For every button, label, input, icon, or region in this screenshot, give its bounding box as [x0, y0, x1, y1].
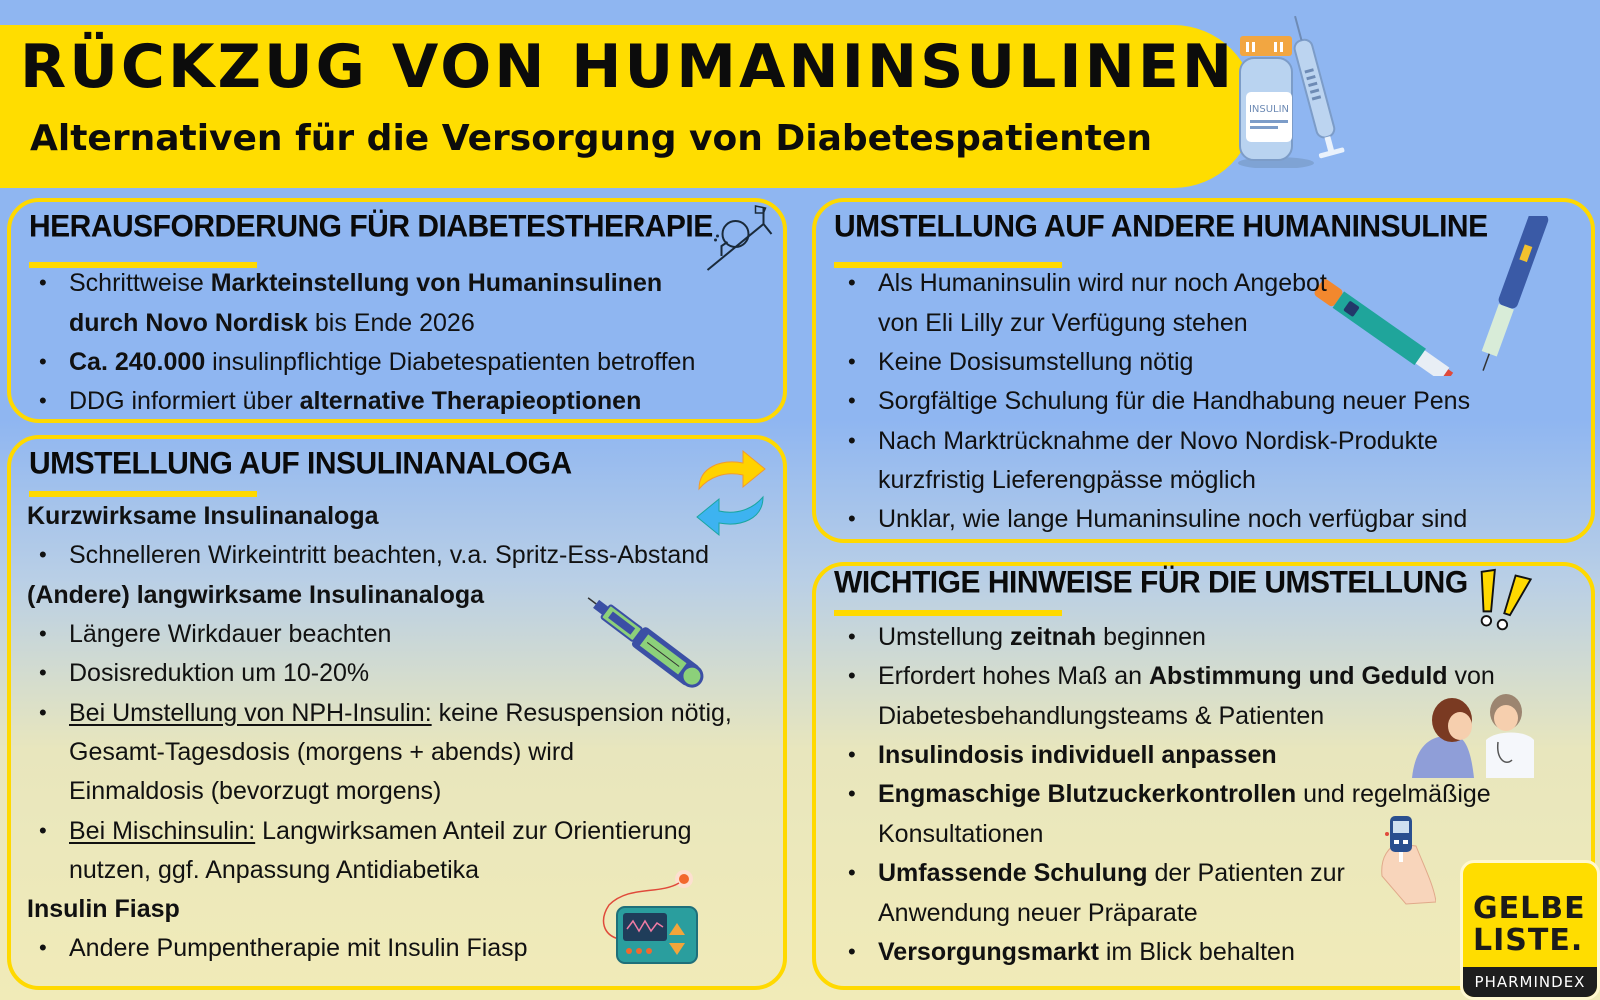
short-acting-heading: Kurzwirksame Insulinanaloga: [27, 502, 379, 530]
notes-item: • Insulindosis individuell anpassen: [878, 740, 1277, 770]
analoga-item-misch-cont: nutzen, ggf. Anpassung Antidiabetika: [69, 856, 480, 884]
notes-item: • Versorgungsmarkt im Blick behalten: [878, 937, 1295, 967]
challenge-title: HERAUSFORDERUNG FÜR DIABETESTHERAPIE: [29, 209, 713, 244]
insulin-pen-green-icon: [571, 589, 711, 699]
logo-line1: GELBE: [1473, 891, 1586, 926]
notes-item: • Erfordert hohes Maß an Abstimmung und Geduld von: [878, 661, 1495, 691]
challenge-item-cont: durch Novo Nordisk bis Ende 2026: [69, 309, 475, 337]
insulin-vial-syringe-icon: [1238, 8, 1368, 168]
logo-wordmark: [1473, 893, 1586, 957]
svg-text:INSULIN: INSULIN: [1248, 104, 1290, 115]
swap-arrows-icon: [691, 447, 771, 537]
double-exclamation-icon: [1476, 568, 1542, 634]
analoga-item-nph: • Bei Umstellung von NPH-Insulin: keine Resuspension nötig,: [69, 698, 732, 728]
analoga-item-misch: • Bei Mischinsulin: Langwirksamen Anteil zur Orientierung: [69, 816, 692, 846]
challenge-item: • Schrittweise Markteinstellung von Humaninsulinen: [69, 268, 662, 298]
fiasp-heading: Insulin Fiasp: [27, 895, 180, 923]
analoga-item-nph-cont: Gesamt-Tagesdosis (morgens + abends) wird: [69, 738, 575, 766]
human-insulin-section: [812, 198, 1595, 543]
page-subtitle: Alternativen für die Versorgung von Diabetespatienten: [30, 118, 1153, 159]
notes-item: • Umstellung zeitnah beginnen: [878, 622, 1206, 652]
logo-pharmindex-bar: PHARMINDEX: [1463, 967, 1597, 997]
analoga-section: [7, 435, 787, 990]
notes-item: • Umfassende Schulung der Patienten zur: [878, 858, 1345, 888]
analoga-item: • Dosisreduktion um 10-20%: [69, 658, 369, 688]
analoga-item: • Schnelleren Wirkeintritt beachten, v.a. Spritz-Ess-Abstand: [69, 540, 709, 570]
notes-item-cont: Diabetesbehandlungsteams & Patienten: [878, 702, 1325, 730]
human-insulin-item-cont: kurzfristig Lieferengpässe möglich: [878, 466, 1256, 494]
human-insulin-item-cont: von Eli Lilly zur Verfügung stehen: [878, 309, 1248, 337]
human-insulin-item: • Sorgfältige Schulung für die Handhabung neuer Pens: [878, 386, 1470, 416]
page-title: RÜCKZUG VON HUMANINSULINEN: [20, 32, 1236, 102]
analoga-title: UMSTELLUNG AUF INSULINANALOGA: [29, 446, 572, 481]
human-insulin-item: • Keine Dosisumstellung nötig: [878, 347, 1193, 377]
notes-underline: [834, 610, 1062, 616]
glucose-meter-icon: [1376, 816, 1436, 906]
notes-item-cont: Konsultationen: [878, 820, 1044, 848]
challenge-item: • Ca. 240.000 insulinpflichtige Diabetespatienten betroffen: [69, 347, 695, 377]
long-acting-heading: (Andere) langwirksame Insulinanaloga: [27, 581, 485, 609]
challenge-item: • DDG informiert über alternative Therapieoptionen: [69, 386, 641, 416]
analoga-item: • Andere Pumpentherapie mit Insulin Fiasp: [69, 933, 528, 963]
notes-title: WICHTIGE HINWEISE FÜR DIE UMSTELLUNG: [834, 565, 1468, 600]
challenge-section: [7, 198, 787, 423]
notes-item-cont: Anwendung neuer Präparate: [878, 899, 1198, 927]
analoga-item-nph-cont: Einmaldosis (bevorzugt morgens): [69, 777, 442, 805]
doctor-patient-icon: [1406, 690, 1546, 780]
human-insulin-item: • Nach Marktrücknahme der Novo Nordisk-Produkte: [878, 426, 1438, 456]
analoga-item: • Längere Wirkdauer beachten: [69, 619, 391, 649]
human-insulin-item: • Als Humaninsulin wird nur noch Angebot: [878, 268, 1327, 298]
gelbe-liste-logo: [1460, 860, 1600, 1000]
notes-item: • Engmaschige Blutzuckerkontrollen und regelmäßige: [878, 779, 1491, 809]
insulin-pen-icon: [1306, 216, 1566, 376]
logo-line2: LISTE.: [1473, 923, 1584, 958]
human-insulin-item: • Unklar, wie lange Humaninsuline noch verfügbar sind: [878, 504, 1467, 534]
analoga-underline: [29, 491, 257, 497]
human-insulin-title: UMSTELLUNG AUF ANDERE HUMANINSULINE: [834, 209, 1488, 244]
insulin-pump-icon: [589, 865, 699, 965]
uphill-boulder-icon: [703, 202, 778, 272]
